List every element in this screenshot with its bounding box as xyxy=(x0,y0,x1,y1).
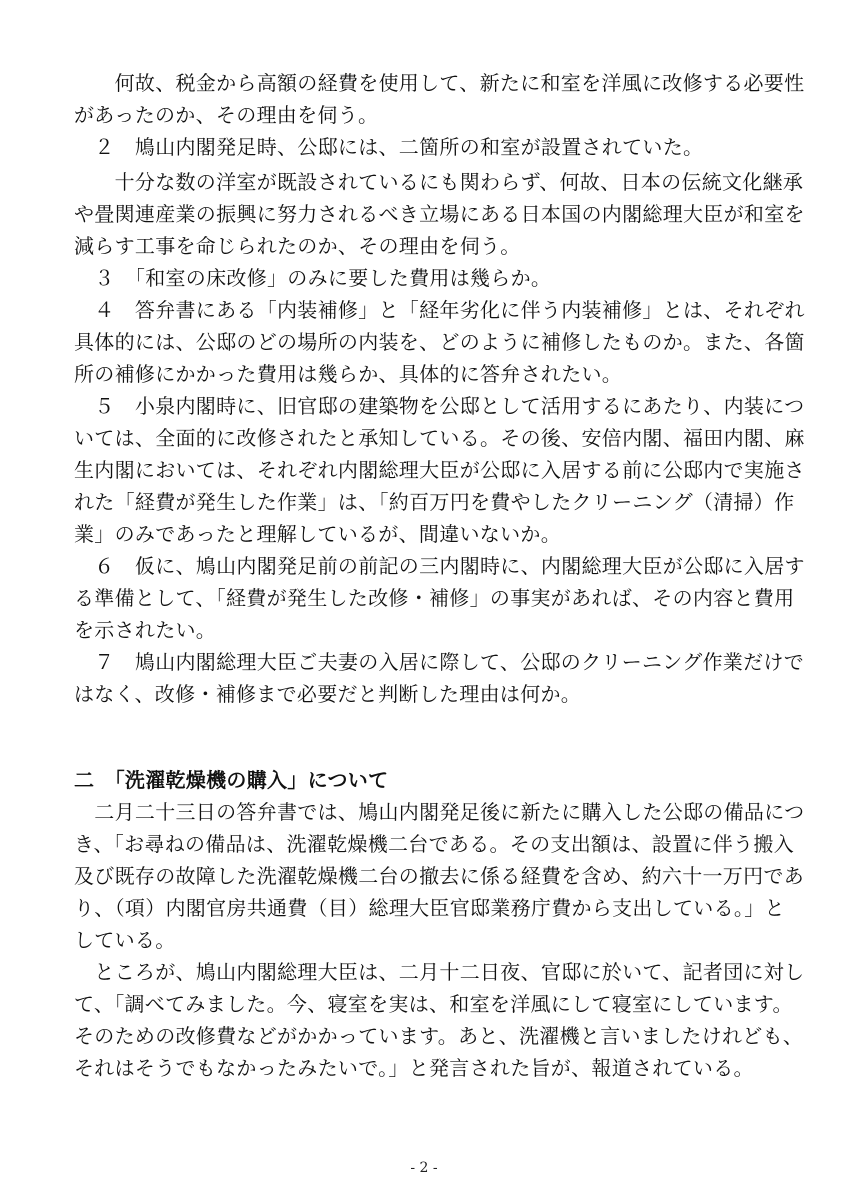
text-line: 生内閣においては、それぞれ内閣総理大臣が公邸に入居する前に公邸内で実施さ xyxy=(74,458,805,482)
text-line: があったのか、その理由を伺う。 xyxy=(74,103,379,127)
text-line: ２ 鳩山内閣発足時、公邸には、二箇所の和室が設置されていた。 xyxy=(74,135,704,159)
text-line: 減らす工事を命じられたのか、その理由を伺う。 xyxy=(74,234,521,258)
text-line: ４ 答弁書にある「内装補修」と「経年劣化に伴う内装補修」とは、それぞれ xyxy=(74,298,805,322)
text-line: 十分な数の洋室が既設されているにも関わらず、何故、日本の伝統文化継承 xyxy=(74,170,804,194)
text-line: れた「経費が発生した作業」は、「約百万円を費やしたクリーニング（清掃）作 xyxy=(74,490,795,514)
text-line: 業」のみであったと理解しているが、間違いないか。 xyxy=(74,522,561,546)
text-line: 具体的には、公邸のどの場所の内装を、どのように補修したものか。また、各箇 xyxy=(74,330,805,354)
text-line: 所の補修にかかった費用は幾らか、具体的に答弁されたい。 xyxy=(74,362,623,386)
text-line: き、「お尋ねの備品は、洗濯乾燥機二台である。その支出額は、設置に伴う搬入 xyxy=(74,832,794,856)
text-line: はなく、改修・補修まで必要だと判断した理由は何か。 xyxy=(74,682,582,706)
text-line: 及び既存の故障した洗濯乾燥機二台の撤去に係る経費を含め、約六十一万円であ xyxy=(74,864,804,888)
text-line: ３ 「和室の床改修」のみに要した費用は幾らか。 xyxy=(74,266,552,290)
text-line: る準備として、「経費が発生した改修・補修」の事実があれば、その内容と費用 xyxy=(74,586,795,610)
text-line: そのための改修費などがかかっています。あと、洗濯機と言いましたけれども、 xyxy=(74,1024,804,1048)
text-line: や畳関連産業の振興に努力されるべき立場にある日本国の内閣総理大臣が和室を xyxy=(74,202,805,226)
text-line: ５ 小泉内閣時に、旧官邸の建築物を公邸として活用するにあたり、内装につ xyxy=(74,394,805,418)
text-line: 二月二十三日の答弁書では、鳩山内閣発足後に新たに購入した公邸の備品につ xyxy=(74,800,805,824)
text-line: している。 xyxy=(74,928,176,952)
text-line: り、（項）内閣官房共通費（目）総理大臣官邸業務庁費から支出している。」と xyxy=(74,896,785,920)
text-line: を示されたい。 xyxy=(74,618,217,642)
text-line: いては、全面的に改修されたと承知している。その後、安倍内閣、福田内閣、麻 xyxy=(74,426,805,450)
text-line: それはそうでもなかったみたいで。」と発言された旨が、報道されている。 xyxy=(74,1056,754,1080)
text-line: ６ 仮に、鳩山内閣発足前の前記の三内閣時に、内閣総理大臣が公邸に入居す xyxy=(74,554,805,578)
text-line: て、「調べてみました。今、寝室を実は、和室を洋風にして寝室にしています。 xyxy=(74,992,793,1016)
text-line: ところが、鳩山内閣総理大臣は、二月十二日夜、官邸に於いて、記者団に対し xyxy=(74,960,805,984)
text-line: ７ 鳩山内閣総理大臣ご夫妻の入居に際して、公邸のクリーニング作業だけで xyxy=(74,650,804,674)
section-heading: 二 「洗濯乾燥機の購入」について xyxy=(74,768,389,792)
text-line: 何故、税金から高額の経費を使用して、新たに和室を洋風に改修する必要性 xyxy=(74,71,805,95)
page-number: - 2 - xyxy=(410,1160,438,1176)
